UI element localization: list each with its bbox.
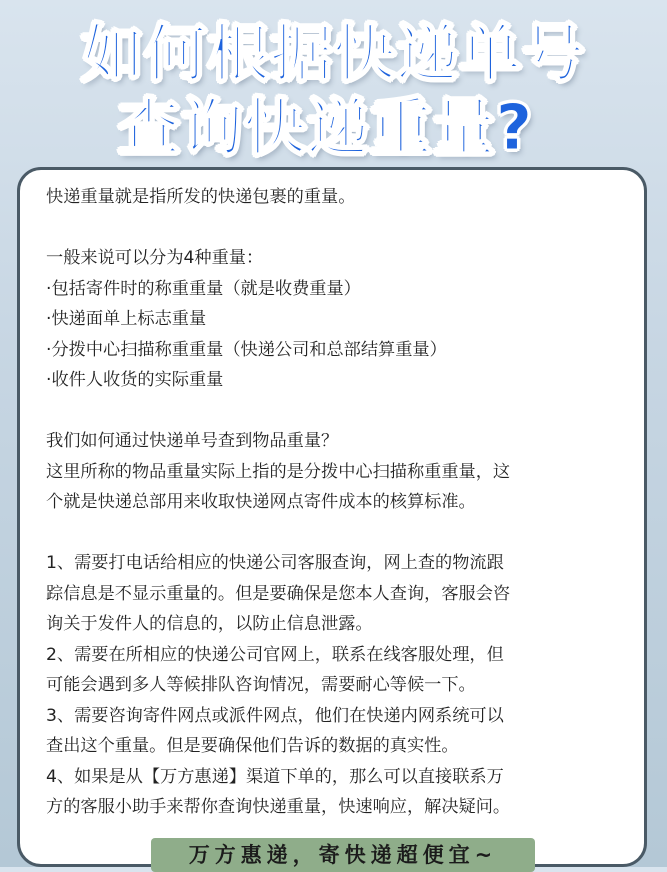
answer-line: 这里所称的物品重量实际上指的是分拨中心扫描称重重量，这 [46,461,511,482]
type-item: ·收件人收货的实际重量 [46,370,224,390]
card-content [46,182,636,823]
type-item: ·分拨中心扫描称重重量（快递公司和总部结算重量） [46,339,447,360]
spacer [46,213,636,244]
answer-line: 个就是快递总部用来收取快递网点寄件成本的核算标准。 [46,492,476,512]
type-item: ·包括寄件时的称重重量（就是收费重量） [46,278,361,299]
method-line: 4、如果是从【万方惠递】渠道下单的，那么可以直接联系万 [46,766,504,787]
question-text: 我们如何通过快递单号查到物品重量？ [46,431,339,451]
spacer [46,518,636,549]
method-line: 方的客服小助手来帮你查询快递重量，快速响应，解决疑问。 [46,797,511,817]
method-line: 踪信息是不显示重量的。但是要确保是您本人查询，客服会咨 [46,583,511,604]
content-card [17,167,647,867]
method-line: 查出这个重量。但是要确保他们告诉的数据的真实性。 [46,736,459,756]
method-line: 询关于发件人的信息的，以防止信息泄露。 [46,614,373,634]
method-line: 1、需要打电话给相应的快递公司客服查询，网上查的物流跟 [46,553,504,573]
method-line: 3、需要咨询寄件网点或派件网点，他们在快递内网系统可以 [46,705,504,726]
title-line-1: 如何根据快递单号 [81,17,586,90]
footer-slogan: 万方惠递，寄快递超便宜~ [151,838,535,872]
method-line: 可能会遇到多人等候排队咨询情况，需要耐心等候一下。 [46,675,476,695]
method-line: 2、需要在所相应的快递公司官网上，联系在线客服处理，但 [46,644,504,665]
spacer [46,396,636,427]
intro-text: 快递重量就是指所发的快递包裹的重量。 [46,187,356,207]
title-line-2: 查询快递重量? [118,91,533,164]
types-heading: 一般来说可以分为4种重量： [46,248,264,268]
type-item: ·快递面单上标志重量 [46,309,207,329]
